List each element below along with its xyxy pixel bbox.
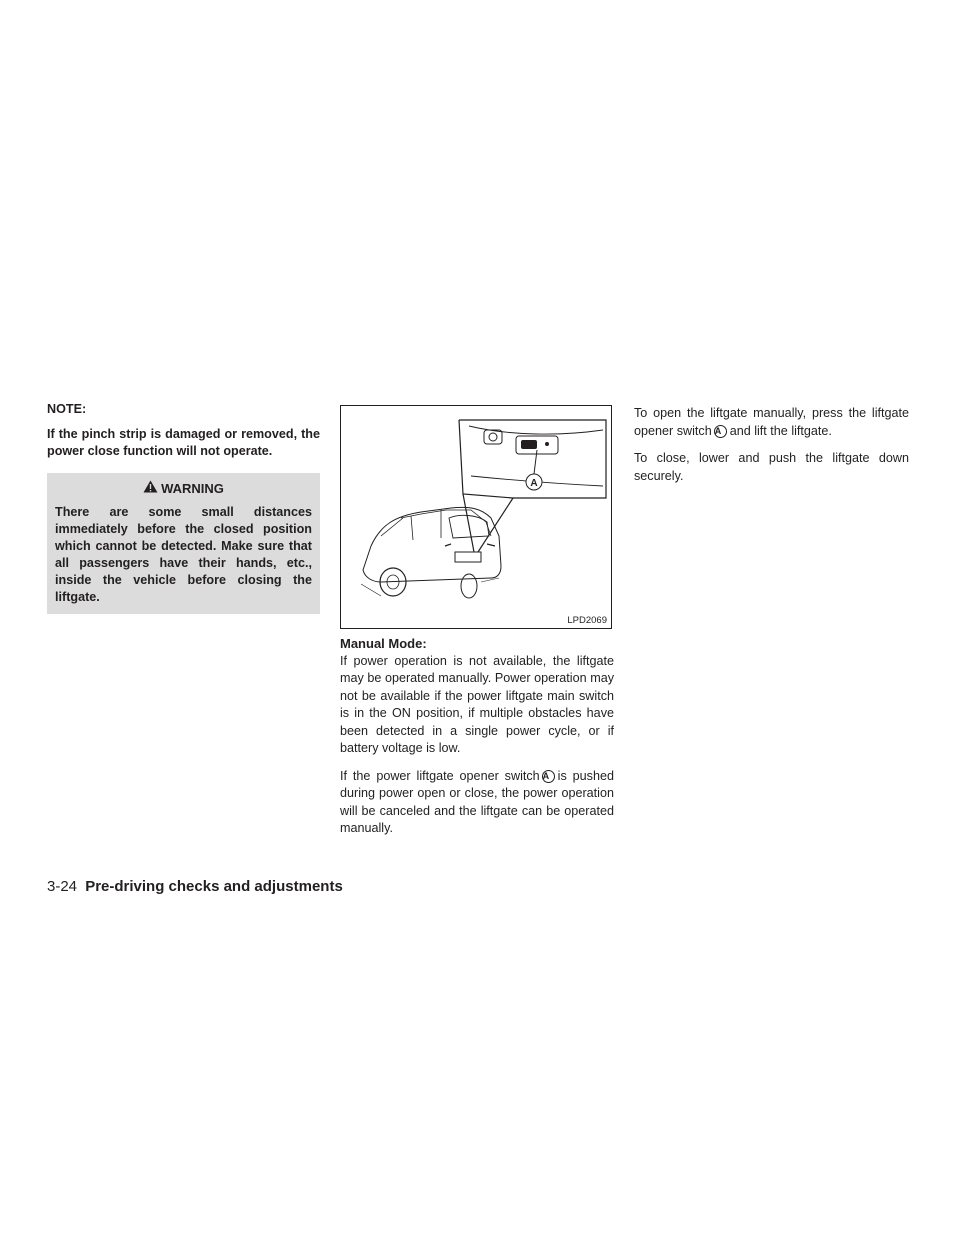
figure-callout: A [530,478,538,489]
note-body: If the pinch strip is damaged or removed, the power close function will not operate. [47,426,320,458]
right-column [634,405,909,485]
left-column [47,401,320,614]
manual-mode-heading: Manual Mode: [340,636,427,651]
note-title: NOTE: [47,402,87,416]
warning-triangle-icon [143,480,158,498]
warning-body: There are some small distances immediately before the closed position which cannot be detected. Make sure that all passengers have their hands, etc., inside the vehicle before closing the liftgate. [55,505,312,604]
warning-box [47,473,320,615]
manual-mode-p2-end: is pushed during power open or close, the power operation will be canceled and the liftgate can be operated manually. [340,768,614,835]
open-manual-end: and lift the liftgate. [729,423,832,438]
middle-column [340,405,614,838]
warning-header [55,480,312,498]
vehicle-rear-illustration [341,406,611,628]
open-manual-start: To open the liftgate manually, press the liftgate opener switch [634,406,909,438]
page-number: 3-24 [47,878,78,895]
open-manual-paragraph [634,405,909,440]
switch-a-marker-icon: A [714,425,727,438]
switch-a-marker-icon: A [542,770,555,783]
page-footer [47,878,343,896]
manual-mode-paragraph-2 [340,768,614,838]
manual-mode-p2-start: If the power liftgate opener switch [340,768,540,783]
warning-title: WARNING [161,480,224,496]
liftgate-illustration [340,405,612,629]
section-title: Pre-driving checks and adjustments [85,878,343,895]
close-manual-paragraph: To close, lower and push the liftgate down securely. [634,451,909,483]
figure-code: LPD2069 [567,615,607,626]
manual-mode-paragraph-1: If power operation is not available, the liftgate may be operated manually. Power operation may not be available if the power liftgate main switch is in the ON position, if multiple obstacles have been detected in a single power cycle, or if battery voltage is low. [340,653,614,755]
